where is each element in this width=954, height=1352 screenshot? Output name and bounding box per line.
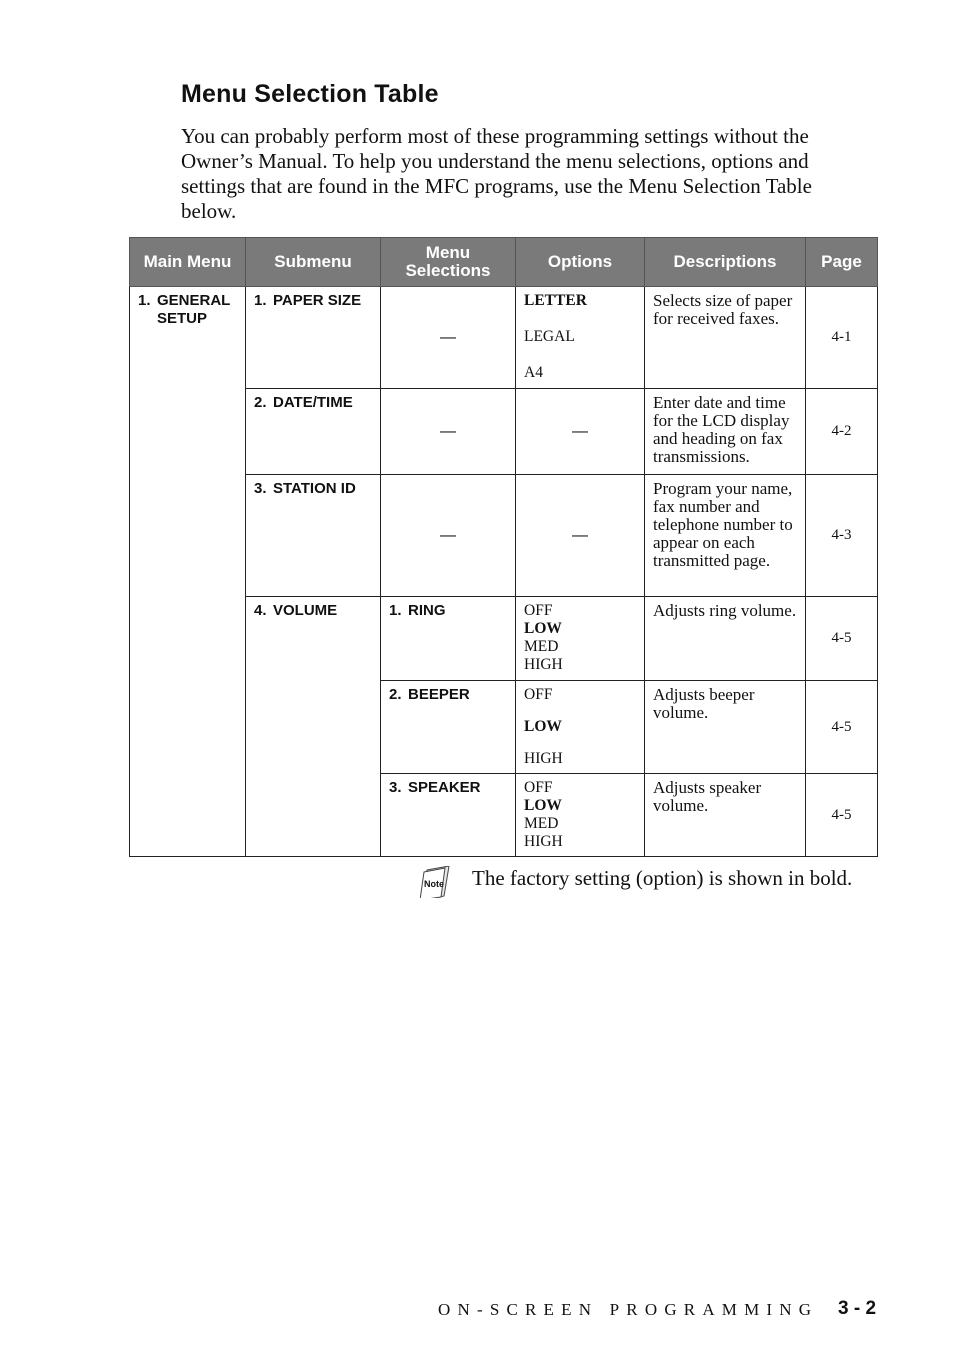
submenu-cell (246, 597, 381, 857)
intro-paragraph: You can probably perform most of these programming settings without the Owner’s Manual. To help you understand the menu selections, options and settings that are found in the MFC programs, use the Menu Selection Table below. (181, 124, 812, 223)
page-ref: 4-2 (806, 389, 878, 475)
option-item: HIGH (524, 750, 563, 767)
option-item: OFF (524, 779, 553, 796)
description-cell: Adjusts speaker volume. (645, 774, 806, 857)
table-header-row (130, 238, 878, 287)
note-icon-label: Note (424, 879, 444, 889)
option-item: LETTER (524, 292, 587, 309)
page-ref: 4-5 (806, 681, 878, 774)
selection-dash: — (381, 389, 516, 475)
main-menu-cell (130, 287, 246, 857)
selection-number: 1. (389, 602, 402, 619)
header-menu-selections-line2: Selections (405, 261, 491, 280)
selection-dash: — (381, 287, 516, 389)
header-submenu: Submenu (246, 238, 381, 287)
option-item: OFF (524, 602, 553, 619)
submenu-cell (246, 475, 381, 597)
submenu-label: PAPER SIZE (273, 292, 362, 309)
option-item: A4 (524, 364, 543, 381)
header-descriptions: Descriptions (645, 238, 806, 287)
option-item: LEGAL (524, 328, 575, 345)
page-heading: Menu Selection Table (181, 80, 439, 108)
header-page: Page (806, 238, 878, 287)
main-menu-line1: GENERAL (157, 292, 231, 309)
description-cell: Adjusts beeper volume. (645, 681, 806, 774)
submenu-label: DATE/TIME (273, 394, 353, 411)
submenu-number: 1. (254, 292, 267, 309)
options-cell (516, 681, 645, 774)
menu-selection-table (129, 237, 878, 857)
selection-number: 2. (389, 686, 402, 703)
page-ref: 4-1 (806, 287, 878, 389)
submenu-cell (246, 389, 381, 475)
options-dash: — (516, 389, 645, 475)
page-ref: 4-3 (806, 475, 878, 597)
header-main-menu: Main Menu (130, 238, 246, 287)
option-item: OFF (524, 686, 553, 703)
note-icon (420, 866, 450, 898)
header-options: Options (516, 238, 645, 287)
option-item: HIGH (524, 833, 563, 850)
header-menu-selections-line1: Menu (425, 243, 471, 262)
submenu-number: 4. (254, 602, 267, 619)
description-cell: Selects size of paper for received faxes. (645, 287, 806, 389)
main-menu-number: 1. (138, 292, 151, 309)
footer-section-title: ON-SCREEN PROGRAMMING (438, 1300, 819, 1319)
selection-label: SPEAKER (408, 779, 481, 796)
option-item: LOW (524, 797, 562, 814)
option-item: LOW (524, 718, 562, 735)
options-cell (516, 287, 645, 389)
selection-dash: — (381, 475, 516, 597)
submenu-cell (246, 287, 381, 389)
page-ref: 4-5 (806, 597, 878, 681)
menu-selection-cell (381, 774, 516, 857)
options-cell (516, 774, 645, 857)
footer-page-number: 3 - 2 (838, 1298, 877, 1319)
submenu-label: STATION ID (273, 480, 356, 497)
selection-number: 3. (389, 779, 402, 796)
options-dash: — (516, 475, 645, 597)
option-item: MED (524, 815, 559, 832)
main-menu-line2: SETUP (157, 310, 208, 327)
table-row-paper-size (130, 287, 878, 389)
submenu-number: 2. (254, 394, 267, 411)
description-cell: Adjusts ring volume. (645, 597, 806, 681)
selection-label: RING (408, 602, 446, 619)
option-item: HIGH (524, 656, 563, 673)
menu-selection-cell (381, 597, 516, 681)
selection-label: BEEPER (408, 686, 470, 703)
note-text: The factory setting (option) is shown in bold. (472, 866, 853, 890)
option-item: MED (524, 638, 559, 655)
page-ref: 4-5 (806, 774, 878, 857)
description-cell: Enter date and time for the LCD display and heading on fax transmissions. (645, 389, 806, 475)
option-item: LOW (524, 620, 562, 637)
menu-selection-cell (381, 681, 516, 774)
description-cell: Program your name, fax number and telephone number to appear on each transmitted page. (645, 475, 806, 597)
submenu-label: VOLUME (273, 602, 338, 619)
submenu-number: 3. (254, 480, 267, 497)
options-cell (516, 597, 645, 681)
header-menu-selections (381, 238, 516, 287)
